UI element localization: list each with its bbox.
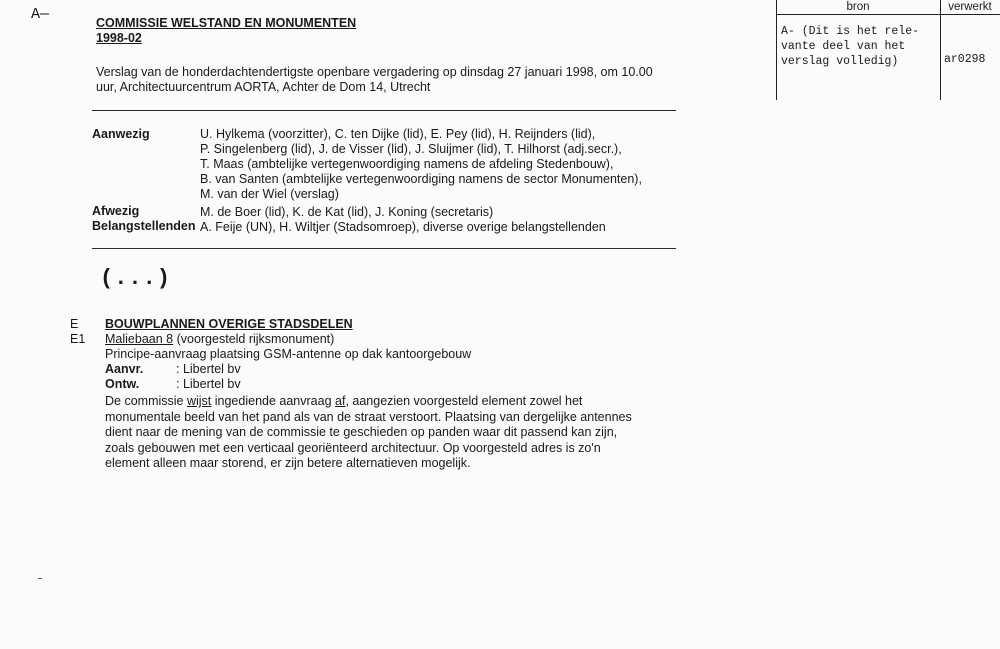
column-header-processed: verwerkt <box>948 1 992 13</box>
source-note-line: A- (Dit is het rele- <box>781 25 920 38</box>
margin-mark <box>38 578 42 579</box>
decision-text: ingediende aanvraag <box>211 394 335 408</box>
address-note: (voorgesteld rijksmonument) <box>173 332 335 346</box>
intro-line: uur, Architectuurcentrum AORTA, Achter de Dom 14, Utrecht <box>96 80 431 94</box>
decision-line: zoals gebouwen met een verticaal georiënteerd architectuur. Op voorgesteld adres is zo'n <box>105 440 601 455</box>
section-letter: E <box>70 317 79 331</box>
decision-verb: wijst <box>186 394 212 408</box>
stakeholders-label: Belangstellenden <box>92 219 196 233</box>
divider-top <box>92 110 676 111</box>
omission-mark: (...) <box>100 266 172 291</box>
item-request: Principe-aanvraag plaatsing GSM-antenne op dak kantoorgebouw <box>105 347 472 361</box>
decision-paragraph <box>105 394 632 472</box>
source-note-line: verslag volledig) <box>781 55 899 68</box>
item-address <box>105 332 334 346</box>
present-line: B. van Santen (ambtelijke vertegenwoordiging namens de sector Monumenten), <box>200 172 642 186</box>
item-code: E1 <box>70 332 86 346</box>
present-list <box>200 127 642 202</box>
document-title: COMMISSIE WELSTAND EN MONUMENTEN <box>96 16 357 30</box>
table-border <box>776 0 777 100</box>
present-line: P. Singelenberg (lid), J. de Visser (lid), J. Sluijmer (lid), T. Hilhorst (adj.secr.), <box>200 142 622 156</box>
divider-bottom <box>92 248 676 249</box>
applicant-value: : Libertel bv <box>176 362 241 376</box>
designer-value: : Libertel bv <box>176 377 241 391</box>
designer-label: Ontw. <box>105 377 140 391</box>
applicant-label: Aanvr. <box>105 362 144 376</box>
present-line: M. van der Wiel (verslag) <box>200 187 339 201</box>
decision-line: dient naar de mening van de commissie te geschieden op panden waar dit passend kan zijn, <box>105 425 618 439</box>
decision-text: De commissie <box>105 394 187 408</box>
intro-paragraph <box>96 65 653 95</box>
designer-row <box>105 377 241 391</box>
present-line: T. Maas (ambtelijke vertegenwoordiging namens de afdeling Stedenbouw), <box>200 157 614 171</box>
table-border <box>940 0 941 100</box>
address-street: Maliebaan 8 <box>105 332 174 346</box>
table-border <box>776 14 1000 15</box>
column-header-source: bron <box>846 1 870 13</box>
intro-line: Verslag van de honderdachtendertigste openbare vergadering op dinsdag 27 januari 1998, om 10.00 <box>96 65 653 79</box>
source-note-line: vante deel van het <box>781 40 906 53</box>
absent-label: Afwezig <box>92 204 140 218</box>
present-line: U. Hylkema (voorzitter), C. ten Dijke (lid), E. Pey (lid), H. Reijnders (lid), <box>200 127 596 141</box>
corner-mark: A— <box>31 6 50 23</box>
decision-outcome: af <box>335 394 346 408</box>
section-title: BOUWPLANNEN OVERIGE STADSDELEN <box>105 317 353 331</box>
decision-line: monumentale beeld van het pand als van de straat verstoort. Plaatsing van dergelijke antennes <box>105 409 632 424</box>
source-note <box>781 24 919 69</box>
applicant-row <box>105 362 241 376</box>
stakeholders-list: A. Feije (UN), H. Wiltjer (Stadsomroep), diverse overige belangstellenden <box>200 220 606 234</box>
decision-text: , aangezien voorgesteld element zowel het <box>345 394 583 408</box>
reference-code: ar0298 <box>944 53 986 66</box>
decision-line <box>105 394 632 410</box>
absent-list: M. de Boer (lid), K. de Kat (lid), J. Koning (secretaris) <box>200 205 494 219</box>
decision-line: element alleen maar storend, er zijn betere alternatieven mogelijk. <box>105 456 471 470</box>
document-number: 1998-02 <box>96 31 142 45</box>
present-label: Aanwezig <box>92 127 150 141</box>
